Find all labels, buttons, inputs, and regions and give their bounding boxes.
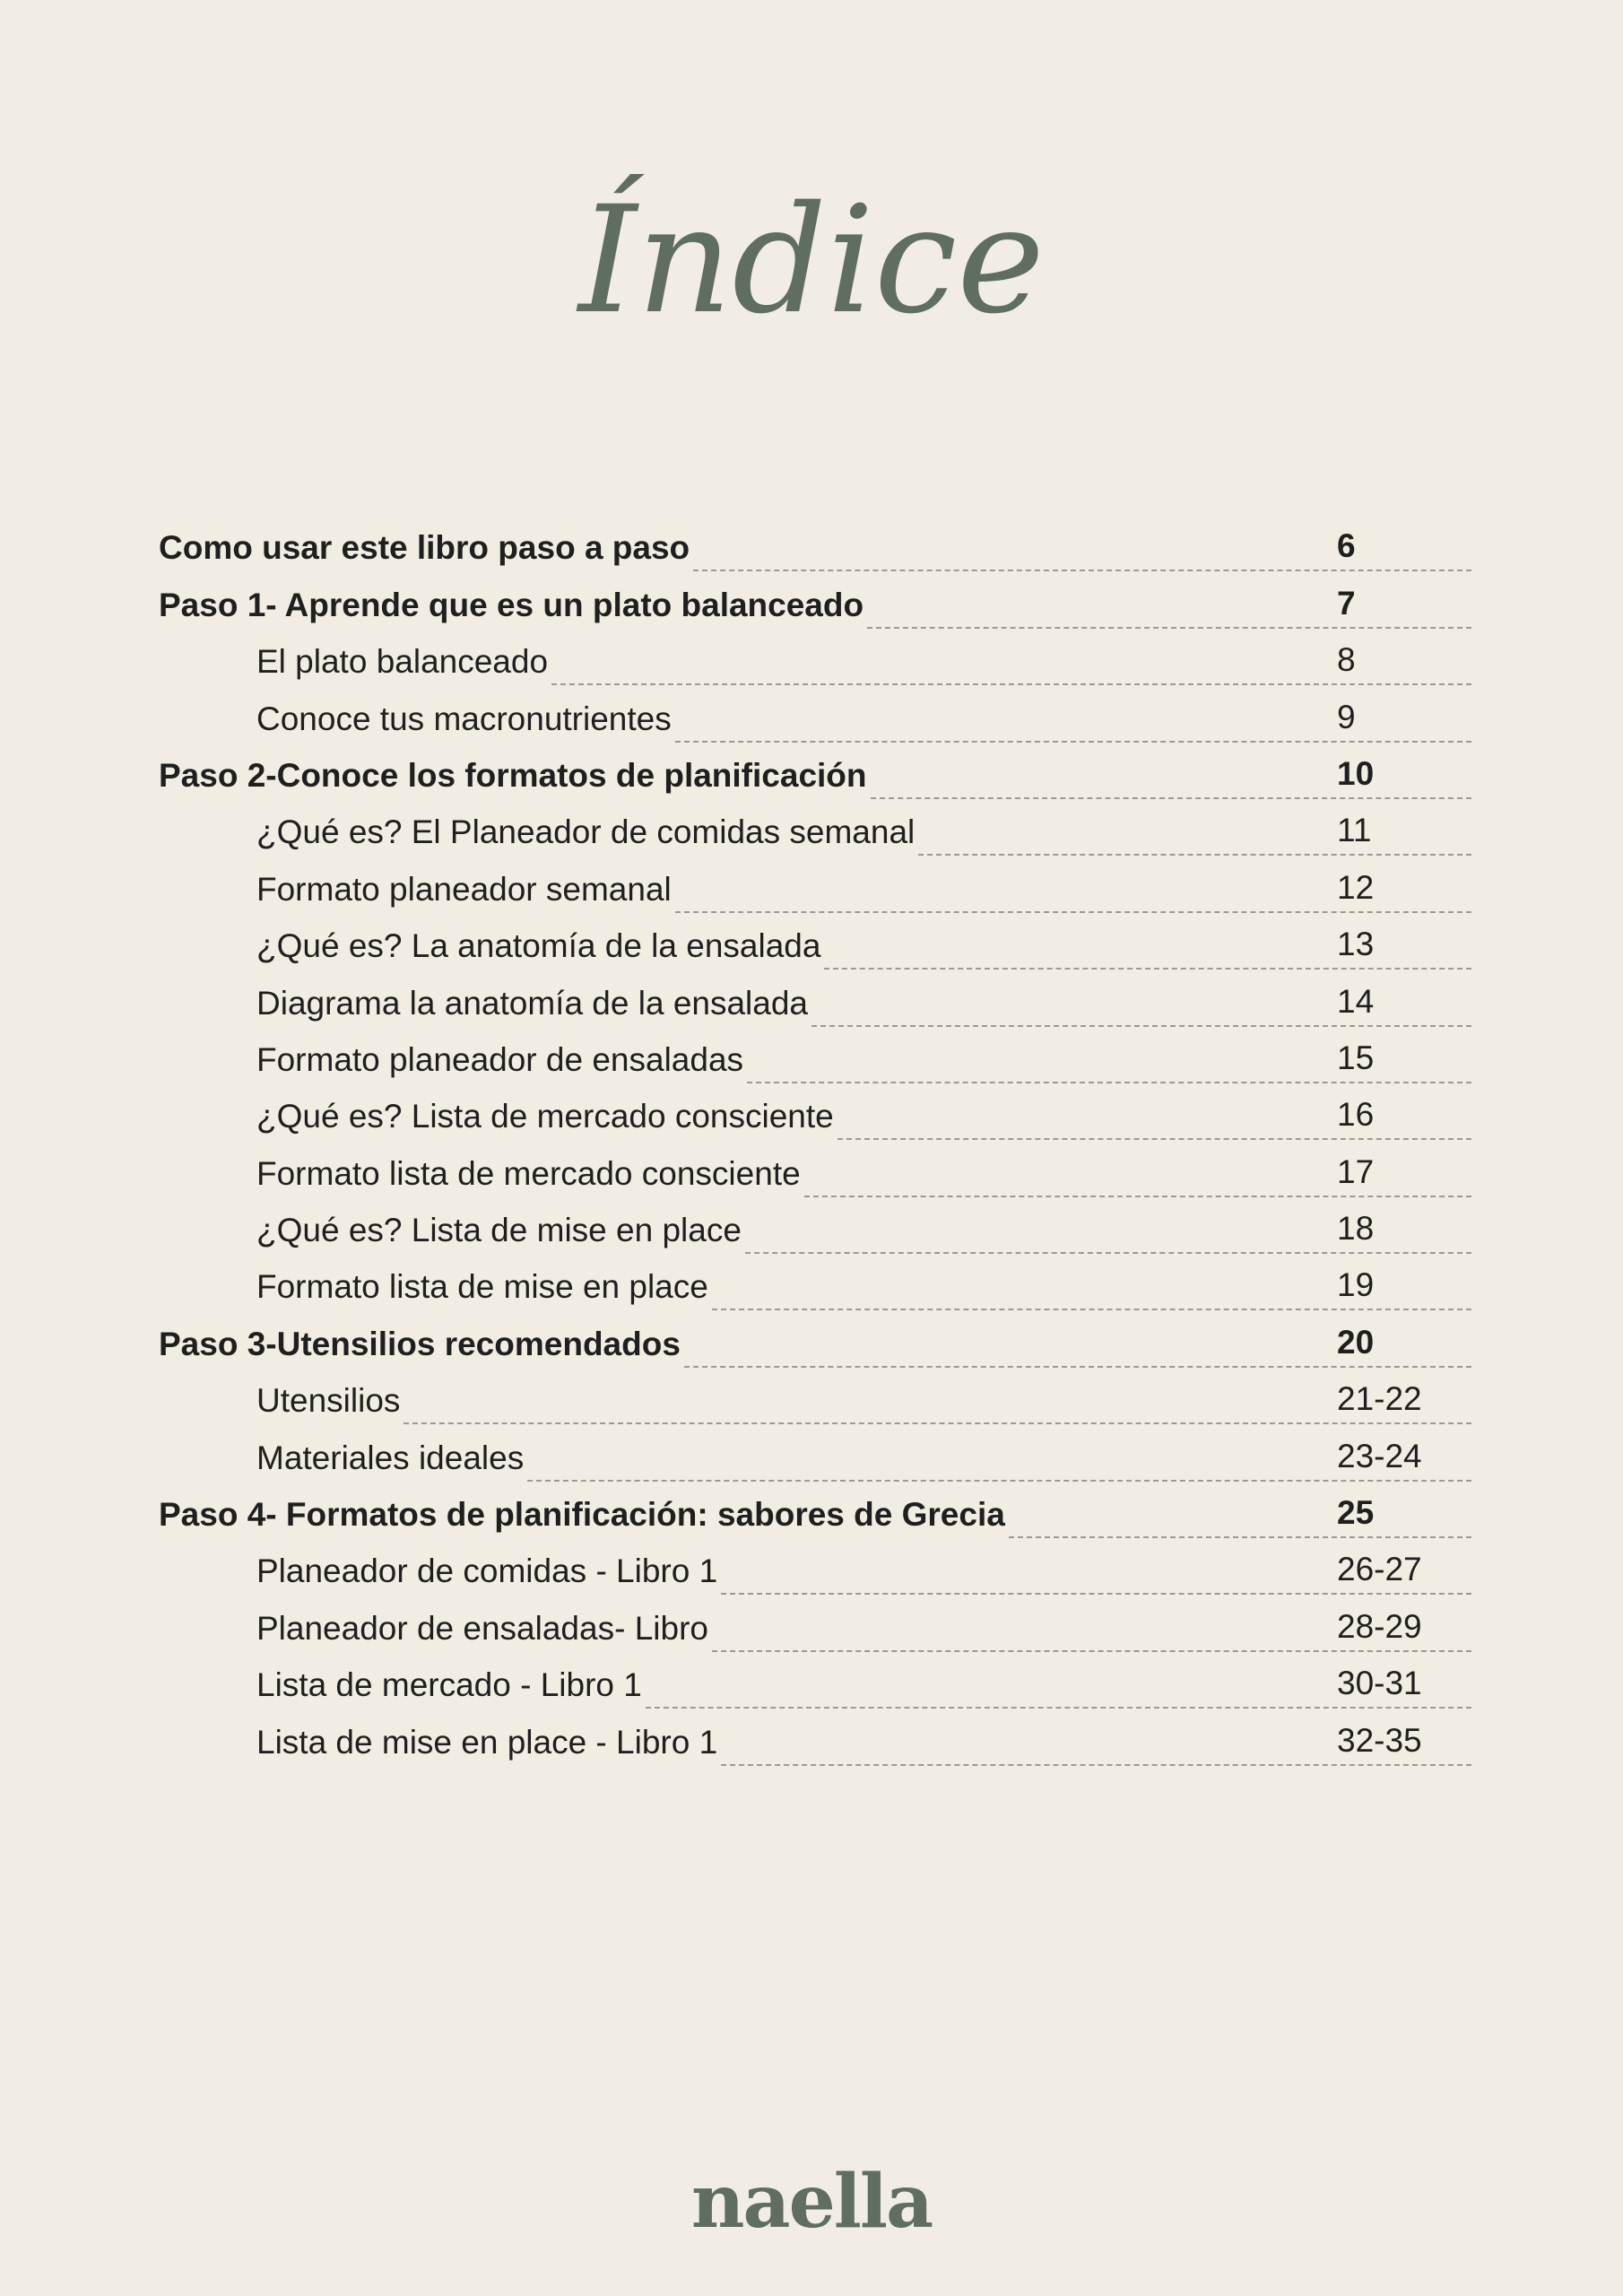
toc-entry-label: Paso 2-Conoce los formatos de planificación	[159, 756, 867, 794]
toc-entry-page: 16	[1337, 1095, 1381, 1135]
toc-entry-label: El plato balanceado	[256, 643, 549, 681]
toc-entry-label: Materiales ideales	[256, 1439, 525, 1476]
toc-entry-label: Formato lista de mise en place	[256, 1268, 708, 1306]
toc-entry[interactable]	[159, 1482, 1471, 1538]
toc-entry[interactable]	[159, 1027, 1471, 1083]
toc-entry-label: Lista de mercado - Libro 1	[256, 1666, 642, 1704]
toc-entry[interactable]	[159, 1368, 1471, 1424]
toc-entry-label: Lista de mise en place - Libro 1	[256, 1723, 718, 1761]
toc-entry[interactable]	[159, 1709, 1471, 1765]
toc-entry-label: Utensilios	[256, 1382, 401, 1420]
toc-entry[interactable]	[159, 685, 1471, 742]
toc-entry[interactable]	[159, 1424, 1471, 1481]
toc-entry-label: Como usar este libro paso a paso	[159, 529, 690, 567]
toc-entry-label: Planeador de comidas - Libro 1	[256, 1552, 718, 1590]
toc-entry-page: 20	[1337, 1323, 1381, 1362]
brand-logo: naella	[690, 2159, 933, 2245]
toc-entry-page: 8	[1337, 640, 1363, 680]
toc-entry-page: 17	[1337, 1152, 1381, 1192]
toc-entry[interactable]	[159, 1254, 1471, 1310]
toc-entry-label: Formato planeador de ensaladas	[256, 1040, 744, 1078]
toc-entry-page: 12	[1337, 868, 1381, 908]
toc-entry-label: Formato planeador semanal	[256, 870, 672, 908]
toc-entry-label: Formato lista de mercado consciente	[256, 1154, 801, 1192]
toc-entry-page: 10	[1337, 754, 1381, 794]
toc-entry[interactable]	[159, 1197, 1471, 1254]
toc-entry[interactable]	[159, 629, 1471, 685]
toc-entry-page: 14	[1337, 982, 1381, 1022]
toc-entry-page: 13	[1337, 925, 1381, 964]
toc-entry-page: 32-35	[1337, 1721, 1429, 1761]
toc-entry[interactable]	[159, 571, 1471, 628]
toc-entry[interactable]	[159, 1140, 1471, 1196]
toc-entry[interactable]	[159, 1652, 1471, 1709]
toc-entry-label: ¿Qué es? Lista de mercado consciente	[256, 1098, 834, 1135]
toc-entry-page: 23-24	[1337, 1437, 1429, 1476]
toc-entry-label: Paso 1- Aprende que es un plato balanceado	[159, 586, 864, 623]
toc-entry-label: ¿Qué es? La anatomía de la ensalada	[256, 927, 821, 965]
toc-entry-page: 6	[1337, 526, 1363, 566]
toc-entry-page: 28-29	[1337, 1607, 1429, 1647]
toc-entry-page: 15	[1337, 1039, 1381, 1078]
toc-entry-label: ¿Qué es? El Planeador de comidas semanal	[256, 813, 916, 851]
toc-entry-label: Paso 4- Formatos de planificación: sabores de Grecia	[159, 1496, 1005, 1534]
toc-entry-page: 25	[1337, 1493, 1381, 1533]
table-of-contents	[159, 515, 1471, 1766]
toc-entry[interactable]	[159, 970, 1471, 1026]
toc-entry[interactable]	[159, 1538, 1471, 1595]
toc-entry-label: Diagrama la anatomía de la ensalada	[256, 984, 808, 1022]
toc-entry-label: Conoce tus macronutrientes	[256, 700, 672, 737]
toc-entry-page: 21-22	[1337, 1379, 1429, 1419]
toc-entry[interactable]	[159, 913, 1471, 970]
toc-entry[interactable]	[159, 1595, 1471, 1651]
toc-entry[interactable]	[159, 1083, 1471, 1140]
toc-entry-page: 11	[1337, 811, 1378, 850]
toc-entry-label: Planeador de ensaladas- Libro	[256, 1609, 708, 1647]
toc-entry[interactable]	[159, 1310, 1471, 1367]
toc-entry-label: Paso 3-Utensilios recomendados	[159, 1325, 681, 1362]
toc-entry[interactable]	[159, 515, 1471, 571]
toc-entry[interactable]	[159, 743, 1471, 799]
toc-entry-page: 26-27	[1337, 1550, 1429, 1589]
toc-entry-page: 9	[1337, 698, 1363, 737]
toc-entry-label: ¿Qué es? Lista de mise en place	[256, 1212, 742, 1249]
toc-entry-page: 18	[1337, 1209, 1381, 1248]
toc-entry-page: 7	[1337, 584, 1363, 623]
toc-entry-page: 19	[1337, 1265, 1381, 1305]
toc-entry-page: 30-31	[1337, 1664, 1429, 1703]
toc-entry[interactable]	[159, 799, 1471, 856]
dotted-leader	[721, 1763, 1471, 1766]
toc-entry[interactable]	[159, 856, 1471, 912]
page-title: Índice	[578, 174, 1045, 346]
